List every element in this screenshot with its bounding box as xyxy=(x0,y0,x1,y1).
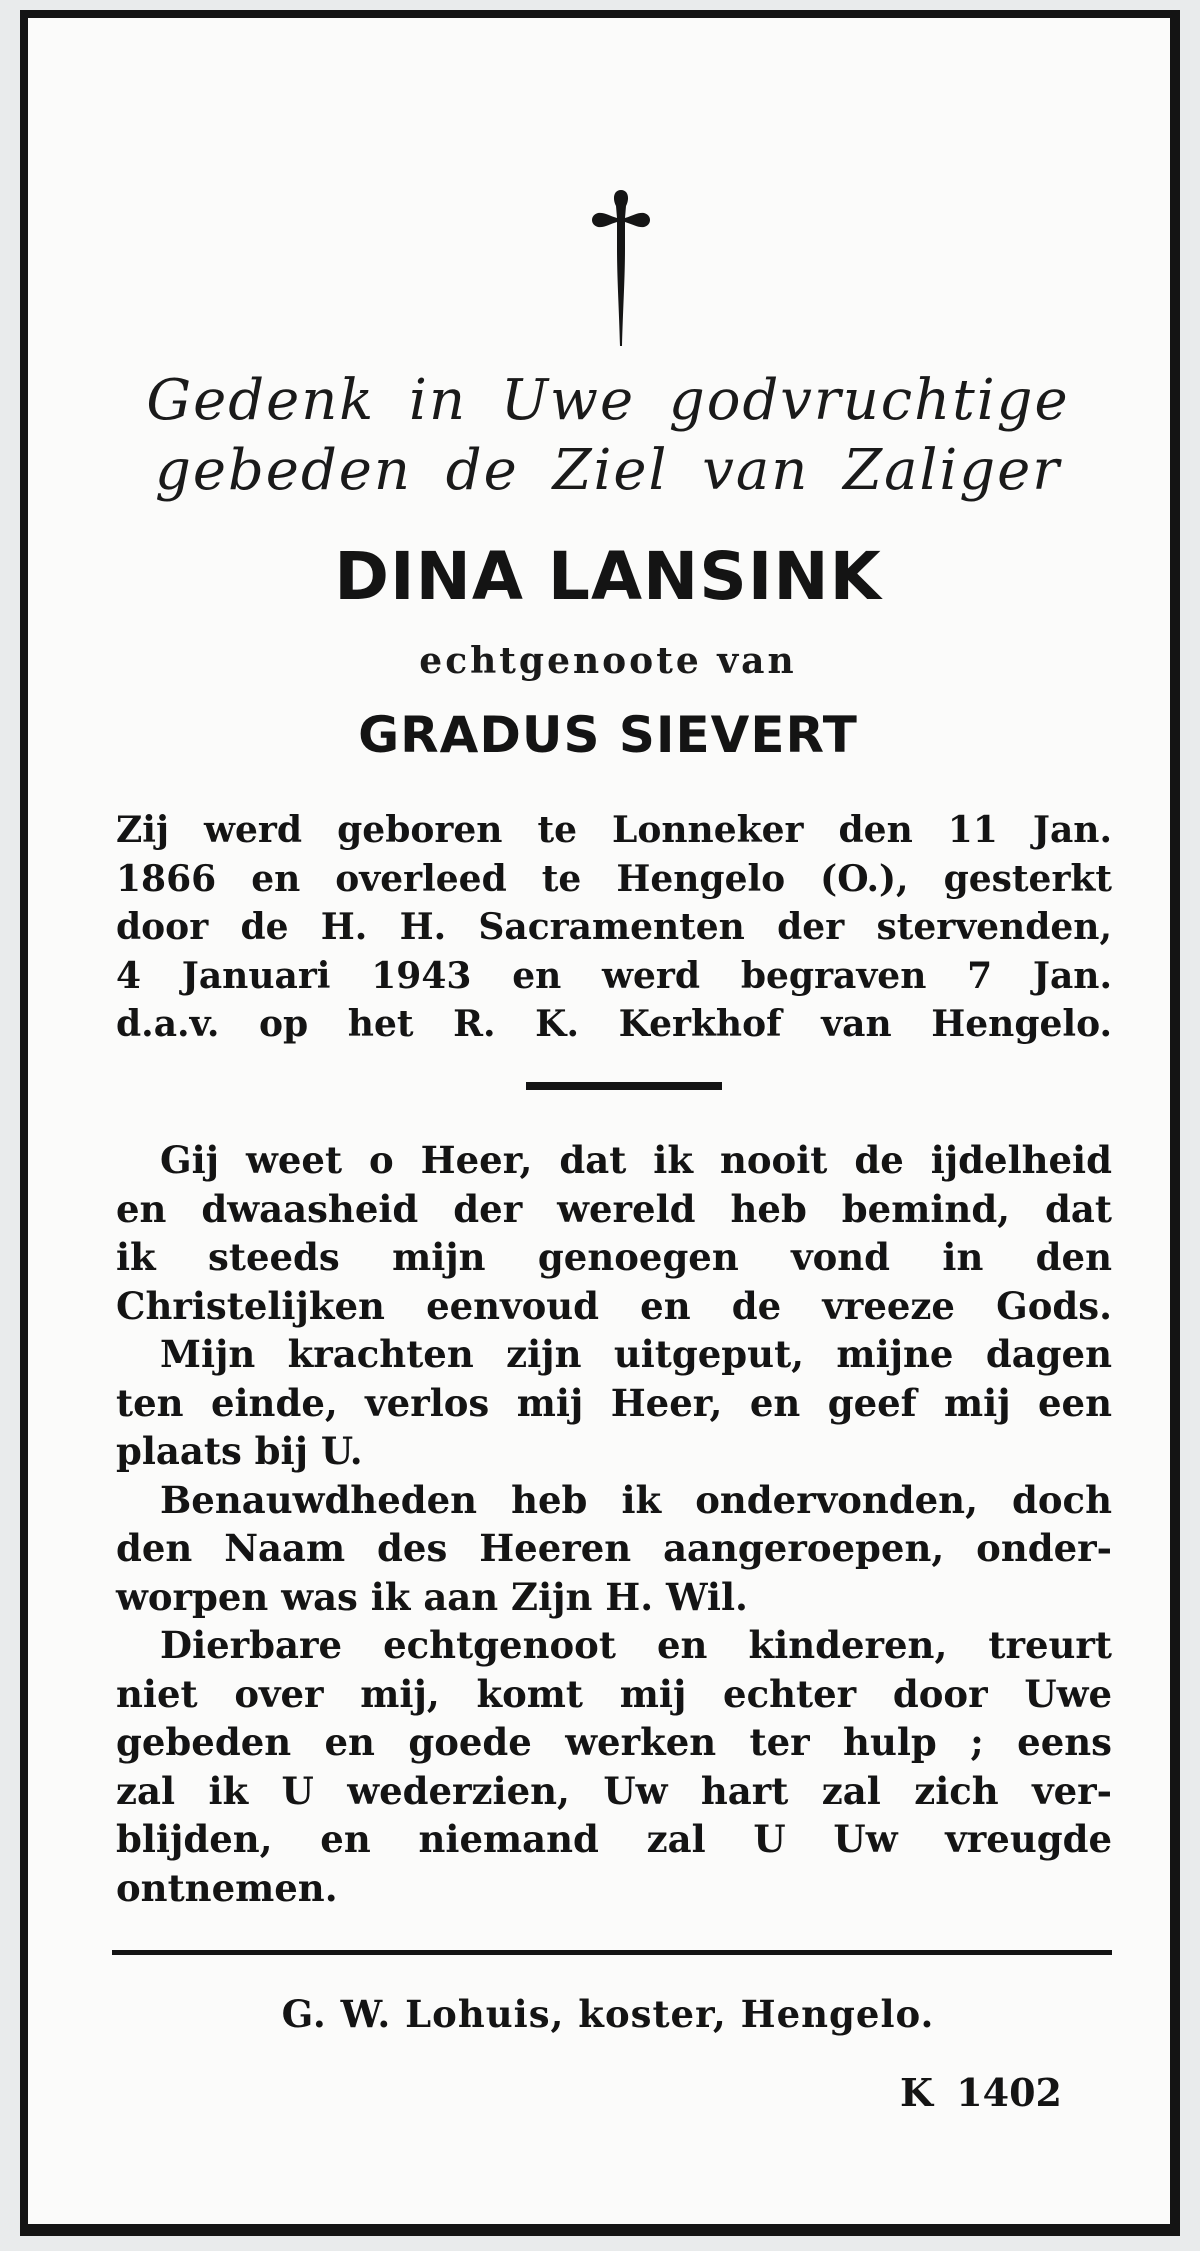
prayer-line: en dwaasheid der wereld heb bemind, dat xyxy=(116,1186,1112,1231)
invocation-line-1: Gedenk in Uwe godvruchtige xyxy=(146,368,1070,433)
prayer-line: den Naam des Heeren aangeroepen, onder- xyxy=(116,1526,1112,1570)
prayer-line: niet over mij, komt mij echter door Uwe xyxy=(116,1671,1112,1716)
prayer-line: ten einde, verlos mij Heer, en geef mij een xyxy=(116,1380,1112,1425)
divider-long xyxy=(112,1950,1112,1955)
spouse-name: GRADUS SIEVERT xyxy=(358,706,858,764)
prayer-line: Dierbare echtgenoot en kinderen, treurt xyxy=(160,1623,1112,1667)
prayer-line: ik steeds mijn genoegen vond in den xyxy=(116,1235,1112,1279)
prayer-line: Christelijken eenvoud en de vreeze Gods. xyxy=(116,1283,1112,1328)
invocation-line-2: gebeden de Ziel van Zaliger xyxy=(154,438,1062,503)
card-code: K 1402 xyxy=(899,2070,1062,2115)
prayer-line: plaats bij U. xyxy=(116,1429,363,1473)
printer-credit: G. W. Lohuis, koster, Hengelo. xyxy=(281,1992,935,2036)
bio-line: door de H. H. Sacramenten der stervenden, xyxy=(116,906,1112,948)
bio-line: d.a.v. op het R. K. Kerkhof van Hengelo. xyxy=(116,1003,1112,1045)
cross-icon xyxy=(576,188,666,348)
prayer-line: zal ik U wederzien, Uw hart zal zich ver- xyxy=(116,1768,1112,1813)
bio-line: 4 Januari 1943 en werd begraven 7 Jan. xyxy=(116,954,1112,997)
prayer-line: Gij weet o Heer, dat ik nooit de ijdelheid xyxy=(160,1138,1112,1182)
prayer-line: blijden, en niemand zal U Uw vreugde xyxy=(116,1817,1112,1861)
prayer-text xyxy=(116,1136,1112,1912)
bio-line: 1866 en overleed te Hengelo (O.), gesterkt xyxy=(116,857,1112,900)
divider-short xyxy=(526,1082,722,1090)
spouse-intro: echtgenoote van xyxy=(419,640,797,682)
memorial-card xyxy=(20,10,1180,2236)
prayer-line: worpen was ik aan Zijn H. Wil. xyxy=(116,1574,748,1619)
prayer-line: ontnemen. xyxy=(116,1865,338,1910)
biography-text xyxy=(116,806,1112,1049)
bio-line: Zij werd geboren te Lonneker den 11 Jan. xyxy=(116,809,1112,851)
prayer-line: Benauwdheden heb ik ondervonden, doch xyxy=(160,1477,1112,1522)
prayer-line: gebeden en goede werken ter hulp ; eens xyxy=(116,1720,1112,1764)
prayer-line: Mijn krachten zijn uitgeput, mijne dagen xyxy=(160,1332,1112,1376)
deceased-name: DINA LANSINK xyxy=(334,538,882,615)
